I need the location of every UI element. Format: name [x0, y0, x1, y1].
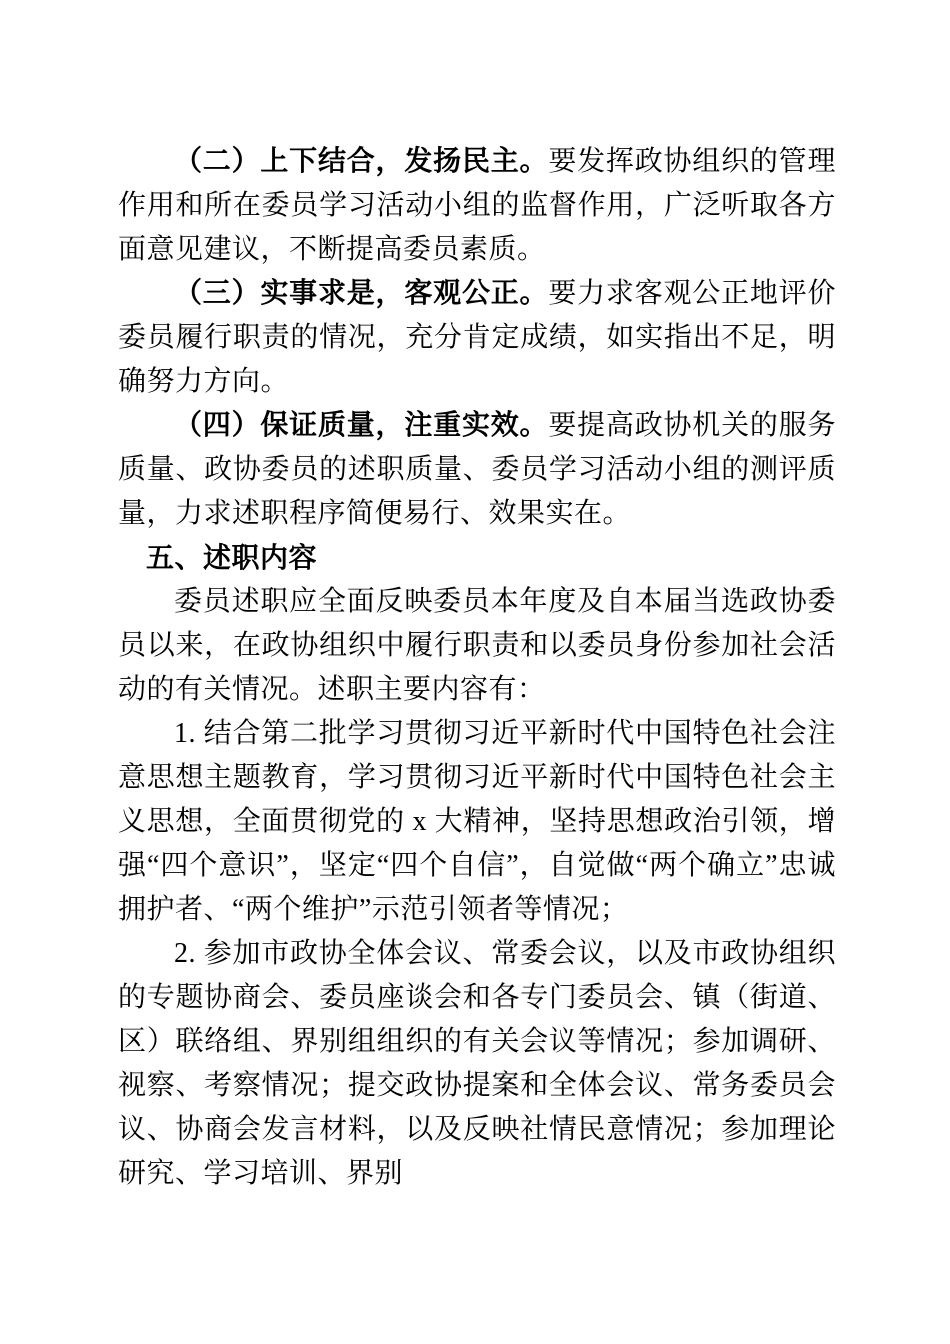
- paragraph-content-point-1: 1. 结合第二批学习贯彻习近平新时代中国特色社会注意思想主题教育，学习贯彻习近平新时代中国特色社会主义思想，全面贯彻党的 x 大精神，坚持思想政治引领，增强“四个意识”，坚定“四个自信”，自觉做“两个确立”忠诚拥护者、“两个维护”示范引领者等情况；: [118, 718, 836, 925]
- paragraph-item-2-body: 要发挥政协组织的管理作用和所在委员学习活动小组的监督作用，广泛听取各方面意见建议，不断提高委员素质。: [118, 146, 836, 265]
- paragraph-item-2: [118, 140, 836, 272]
- paragraph-item-3: [118, 272, 836, 404]
- paragraph-content-point-2: 2. 参加市政协全体会议、常委会议，以及市政协组织的专题协商会、委员座谈会和各专门委员会、镇（街道、区）联络组、界别组组织的有关会议等情况；参加调研、视察、考察情况；提交政协提案和全体会议、常务委员会议、协商会发言材料，以及反映社情民意情况；参加理论研究、学习培训、界别: [118, 938, 836, 1189]
- section-heading: 五、述职内容: [146, 542, 318, 573]
- paragraph-item-4-body: 要提高政协机关的服务质量、政协委员的述职质量、委员学习活动小组的测评质量，力求述职程序简便易行、效果实在。: [118, 410, 836, 529]
- paragraph-item-2-lead: （二）上下结合，发扬民主。: [174, 146, 549, 177]
- paragraph-item-4: [118, 404, 836, 536]
- paragraph-item-3-body: 要力求客观公正地评价委员履行职责的情况，充分肯定成绩，如实指出不足，明确努力方向。: [118, 278, 836, 397]
- paragraph-content-intro: 委员述职应全面反映委员本年度及自本届当选政协委员以来，在政协组织中履行职责和以委员身份参加社会活动的有关情况。述职主要内容有：: [118, 586, 836, 705]
- paragraph-item-3-lead: （三）实事求是，客观公正。: [174, 278, 549, 309]
- paragraph-item-4-lead: （四）保证质量，注重实效。: [174, 410, 549, 441]
